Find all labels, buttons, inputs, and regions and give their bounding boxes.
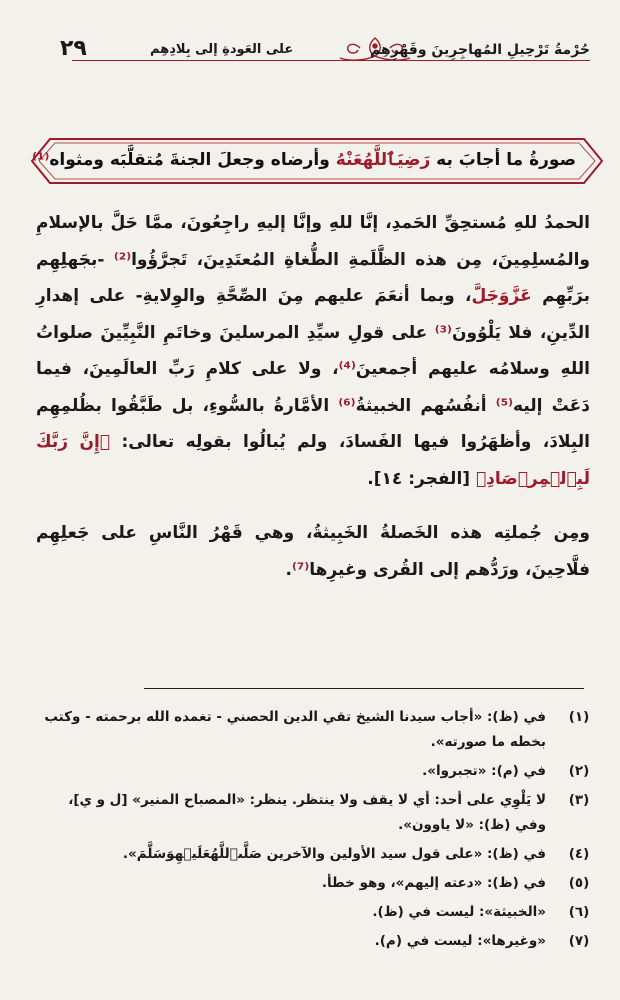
footnote-text: «الخبيثة»: ليست في (ظ). xyxy=(372,904,546,920)
footnote-rule xyxy=(144,688,584,689)
section-banner xyxy=(28,135,606,187)
header-rule xyxy=(72,60,590,61)
footnote-number: (٧) xyxy=(568,933,590,949)
footnote-item xyxy=(34,871,594,896)
footnote-text: لا يَلْوِي على أحد: أي لا يقف ولا ينتظر. ينظر: «المصباح المنير» [ل و ي]، وفي (ظ): «لا ياوون». xyxy=(68,792,546,833)
footnote-item xyxy=(34,705,594,755)
footnote-item xyxy=(34,900,594,925)
footnote-number: (٢) xyxy=(568,763,590,779)
honorific: رَضِيَٱللَّهُعَنْهُ xyxy=(335,150,431,170)
footnote-text: في (م): «تجبروا». xyxy=(422,763,546,779)
footnote-marker: ⁽¹⁾ xyxy=(32,150,50,170)
footnote-text: في (ظ): «على قول سيد الأولين والآخرين صَلَّىٱللَّهُعَلَيۡهِوَسَلَّمَ». xyxy=(122,846,546,862)
running-title-right: حُرْمةُ تَرْحِيلِ المُهاجِرِينَ وقَهْرِهِم xyxy=(370,42,590,58)
honorific: عَزَّوَجَلَّ xyxy=(471,286,532,306)
paragraph: الحمدُ للهِ مُستحِقِّ الحَمدِ، إنَّا للهِ وإنَّا إليهِ راجِعُونَ، ممَّا حَلَّ بالإسلامِ والمُسلِمِينَ، مِن هذه الظَّلَمةِ الطُّغاةِ المُعتَدِينَ، تَجرَّؤُوا⁽²⁾ -بجَهلِهِم برَبِّهِم عَزَّوَجَلَّ، وبما أنعَمَ عليهم مِنَ الصِّحَّةِ والوِلايةِ- على إهدارِ الدِّينِ، فلا يَلْوُونَ⁽³⁾ على قولِ سيِّدِ المرسلينَ وخاتَمِ النَّبِيِّينَ صلواتُ اللهِ وسلامُه عليهم أجمعينَ⁽⁴⁾، ولا على كلامِ رَبِّ العالَمِينَ، فيما دَعَتْ إليه⁽⁵⁾ أنفُسُهم الخبيثةُ⁽⁶⁾ الأمَّارةُ بالسُّوءِ، بل طَبَّقُوا بظُلمِهِم البِلادَ، وأظهَرُوا فيها الفَسادَ، ولم يُبالُوا بقولِه تعالى: ﴿إِنَّ رَبَّكَ لَبِٱلۡمِرۡصَادِ﴾ [الفجر: ١٤]. xyxy=(36,213,590,489)
page-number: ٢٩ xyxy=(60,36,87,61)
footnote-item xyxy=(34,759,594,784)
footnotes xyxy=(34,705,594,958)
footnote-text: «وغيرها»: ليست في (م). xyxy=(374,933,546,949)
running-title-left: على العَودةِ إلى بِلادِهِم xyxy=(150,42,294,57)
footnote-marker: ⁽²⁾ xyxy=(113,249,132,270)
footnote-item xyxy=(34,929,594,954)
footnote-number: (٣) xyxy=(568,792,590,808)
page-header xyxy=(40,34,590,74)
paragraph: ومِن جُملتِه هذه الخَصلةُ الخَبِيثةُ، وهي قَهْرُ النَّاسِ على جَعلِهِم فلَّاحِينَ، ورَدُّهم إلى القُرى وغيرِها⁽⁷⁾. xyxy=(36,523,590,580)
footnote-text: في (ظ): «دعته إليهم»، وهو خطأ. xyxy=(321,875,546,891)
footnote-marker: ⁽³⁾ xyxy=(434,322,452,343)
footnote-item xyxy=(34,788,594,838)
section-title: صورةُ ما أجابَ به رَضِيَٱللَّهُعَنْهُ وأرضاه وجعلَ الجنةَ مُتقلَّبَه ومثواه⁽¹⁾ xyxy=(32,150,576,170)
footnote-marker: ⁽⁷⁾ xyxy=(292,559,310,580)
footnote-marker: ⁽⁴⁾ xyxy=(338,359,356,379)
quran-verse: ﴿إِنَّ رَبَّكَ لَبِٱلۡمِرۡصَادِ﴾ xyxy=(36,432,590,489)
footnote-number: (٤) xyxy=(568,846,590,862)
footnote-number: (١) xyxy=(568,709,590,725)
footnote-number: (٦) xyxy=(568,904,590,920)
footnote-text: في (ظ): «أجاب سيدنا الشيخ تقي الدين الحصني - تغمده الله برحمته - وكتب بخطه ما صورته». xyxy=(44,709,546,750)
verse-reference: [الفجر: ١٤]. xyxy=(367,468,476,489)
footnote-number: (٥) xyxy=(568,875,590,891)
footnote-marker: ⁽⁵⁾ xyxy=(495,395,514,416)
footnote-marker: ⁽⁶⁾ xyxy=(338,395,356,416)
footnote-item xyxy=(34,842,594,867)
main-text xyxy=(36,205,590,588)
